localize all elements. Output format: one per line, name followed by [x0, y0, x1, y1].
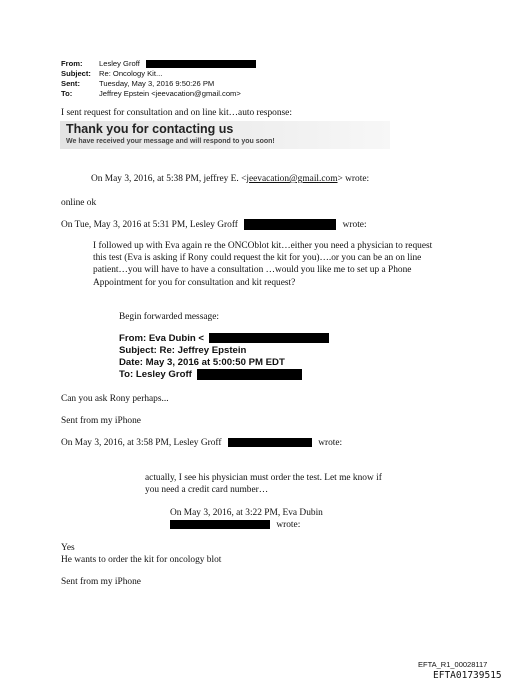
order-kit-text: He wants to order the kit for oncology blot [61, 555, 222, 565]
quote-4-suffix: wrote: [276, 520, 301, 530]
banner-title: Thank you for contacting us [66, 122, 234, 136]
to-label: To: [61, 89, 73, 98]
fwd-to: To: Lesley Groff [119, 369, 192, 381]
redaction-box [244, 219, 336, 230]
redaction-box [197, 369, 302, 380]
quote-1-suffix: > wrote: [337, 174, 370, 184]
online-ok-text: online ok [61, 198, 97, 208]
bates-number-1: EFTA_R1_00028117 [418, 660, 488, 669]
to-value: Jeffrey Epstein <jeevacation@gmail.com> [99, 89, 241, 98]
auto-response-banner [60, 121, 390, 149]
intro-text: I sent request for consultation and on line kit…auto response: [61, 108, 292, 118]
quote-header-2 [61, 219, 367, 231]
from-value: Lesley Groff [99, 59, 140, 68]
header-to [61, 89, 241, 99]
quote-header-1 [91, 173, 369, 185]
fwd-from: From: Eva Dubin < [119, 333, 205, 344]
quote-1-prefix: On May 3, 2016, at 5:38 PM, jeffrey E. < [91, 174, 247, 184]
redaction-box [146, 60, 256, 68]
header-sent [61, 79, 214, 89]
quote-3-suffix: wrote: [318, 438, 343, 448]
redaction-box [170, 520, 270, 529]
sent-from-iphone-2: Sent from my iPhone [61, 577, 141, 587]
bates-number-2: EFTA01739515 [433, 670, 502, 681]
quote-3-prefix: On May 3, 2016, at 3:58 PM, Lesley Groff [61, 438, 222, 448]
quote-header-4-line2 [170, 519, 300, 531]
header-from [61, 59, 256, 69]
redaction-box [228, 438, 312, 447]
fwd-subject: Subject: Re: Jeffrey Epstein [119, 345, 247, 356]
yes-text: Yes [61, 543, 75, 553]
redaction-box [209, 333, 329, 343]
from-label: From: [61, 59, 83, 68]
fwd-to-line [119, 369, 302, 381]
banner-subtitle: We have received your message and will respond to you soon! [66, 138, 275, 145]
subject-value: Re: Oncology Kit... [99, 69, 163, 78]
sent-label: Sent: [61, 79, 80, 88]
quote-2-prefix: On Tue, May 3, 2016 at 5:31 PM, Lesley Groff [61, 220, 238, 230]
header-subject [61, 69, 162, 79]
email-link[interactable]: jeevacation@gmail.com [246, 174, 338, 184]
physician-paragraph: actually, I see his physician must order the test. Let me know if you need a credit card number… [145, 473, 382, 496]
sent-from-iphone-1: Sent from my iPhone [61, 416, 141, 426]
begin-forwarded-text: Begin forwarded message: [119, 312, 219, 322]
fwd-from-line [119, 333, 329, 345]
quote-header-3 [61, 437, 342, 449]
quote-header-4: On May 3, 2016, at 3:22 PM, Eva Dubin [170, 508, 323, 518]
fwd-date: Date: May 3, 2016 at 5:00:50 PM EDT [119, 357, 285, 368]
ask-rony-text: Can you ask Rony perhaps... [61, 394, 169, 404]
subject-label: Subject: [61, 69, 91, 78]
quote-2-suffix: wrote: [342, 220, 367, 230]
followup-paragraph: I followed up with Eva again re the ONCOblot kit…either you need a physician to request this test (Eva is asking if Rony could request the kit for you)….or you can be an on line patient…you will have to have a consultation …would you like me to set up a Phone Appointment for you for consultation and kit request? [93, 241, 433, 288]
sent-value: Tuesday, May 3, 2016 9:50:26 PM [99, 79, 215, 88]
